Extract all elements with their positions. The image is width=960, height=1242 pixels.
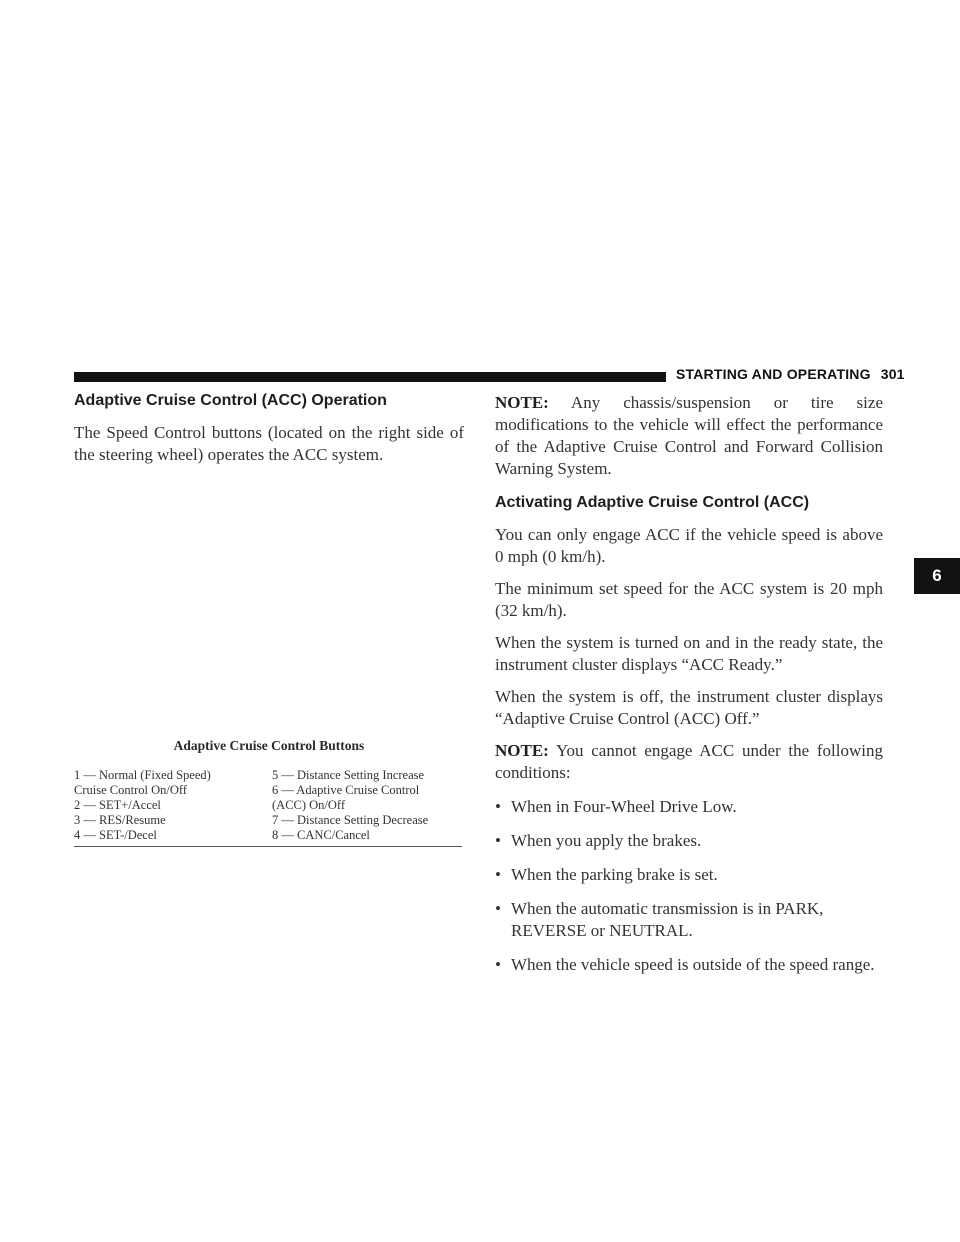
figure-caption: Adaptive Cruise Control Buttons [173, 738, 365, 753]
legend-item: 5 — Distance Setting Increase [272, 768, 425, 782]
legend-item: 6 — Adaptive Cruise Control [272, 783, 420, 797]
running-header [676, 366, 905, 382]
legend-item: (ACC) On/Off [272, 798, 346, 812]
left-column [74, 392, 464, 847]
section-heading: Adaptive Cruise Control (ACC) Operation [74, 392, 387, 409]
note-text: Any chassis/suspension or tire size modifications to the vehicle will effect the performance of the Adaptive Cruise Control and Forward Collision Warning System. [495, 393, 883, 478]
paragraph: The minimum set speed for the ACC system is 20 mph (32 km/h). [495, 579, 883, 620]
legend-item: 3 — RES/Resume [74, 813, 166, 827]
right-column [495, 392, 883, 988]
list-item: • When the vehicle speed is outside of the speed range. [495, 954, 883, 976]
header-rule [74, 372, 666, 382]
paragraph: You can only engage ACC if the vehicle speed is above 0 mph (0 km/h). [495, 525, 883, 566]
list-item: • When in Four-Wheel Drive Low. [495, 796, 883, 818]
note-paragraph [495, 740, 883, 784]
figure-legend [74, 768, 462, 847]
list-item: • When the parking brake is set. [495, 864, 883, 886]
list-item: • When you apply the brakes. [495, 830, 883, 852]
condition-list [495, 796, 883, 976]
legend-item: 4 — SET-/Decel [74, 828, 157, 842]
note-text: You cannot engage ACC under the following conditions: [495, 741, 883, 782]
paragraph: When the system is off, the instrument cluster displays “Adaptive Cruise Control (ACC) Off.” [495, 687, 883, 728]
section-heading: Activating Adaptive Cruise Control (ACC) [495, 494, 810, 511]
legend-item: Cruise Control On/Off [74, 783, 187, 797]
legend-item: 1 — Normal (Fixed Speed) [74, 768, 211, 782]
legend-item: 2 — SET+/Accel [74, 798, 161, 812]
intro-paragraph: The Speed Control buttons (located on the right side of the steering wheel) operates the ACC system. [74, 423, 464, 464]
legend-item: 7 — Distance Setting Decrease [272, 813, 429, 827]
page-number: 301 [880, 366, 905, 382]
list-item: • When the automatic transmission is in PARK, REVERSE or NEUTRAL. [495, 898, 883, 942]
note-label: NOTE: [495, 741, 549, 760]
section-title: STARTING AND OPERATING [676, 366, 871, 382]
note-paragraph [495, 392, 883, 480]
paragraph: When the system is turned on and in the ready state, the instrument cluster displays “ACC Ready.” [495, 633, 883, 674]
chapter-tab: 6 [914, 558, 960, 594]
figure-area [74, 466, 464, 738]
legend-item: 8 — CANC/Cancel [272, 828, 370, 842]
note-label: NOTE: [495, 393, 549, 412]
